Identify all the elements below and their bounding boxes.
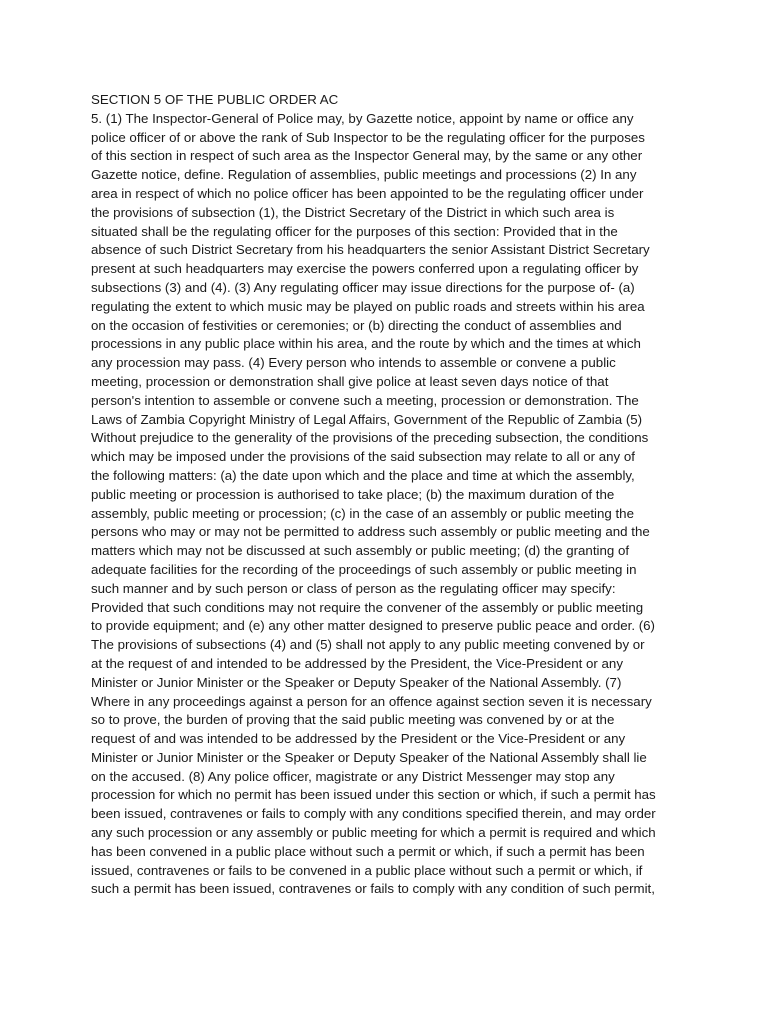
body-line: persons who may or may not be permitted to address such assembly or public meeting and the — [91, 524, 650, 540]
body-line: absence of such District Secretary from his headquarters the senior Assistant District Secretary — [91, 242, 650, 258]
body-line: to provide equipment; and (e) any other matter designed to preserve public peace and order. (6) — [91, 618, 655, 634]
body-line: the following matters: (a) the date upon which and the place and time at which the assembly, — [91, 467, 635, 483]
body-line: procession for which no permit has been issued under this section or which, if such a permit has — [91, 787, 656, 803]
body-line: subsections (3) and (4). (3) Any regulating officer may issue directions for the purpose of- (a) — [91, 279, 635, 295]
body-line: Provided that such conditions may not require the convener of the assembly or public meeting — [91, 599, 644, 615]
body-line: present at such headquarters may exercise the powers conferred upon a regulating officer by — [91, 261, 639, 277]
body-line: 5. (1) The Inspector-General of Police may, by Gazette notice, appoint by name or office any — [91, 110, 634, 126]
body-line: assembly, public meeting or procession; (c) in the case of an assembly or public meeting the — [91, 505, 634, 521]
body-line: Where in any proceedings against a person for an offence against section seven it is necessary — [91, 693, 652, 709]
body-line: processions in any public place within his area, and the route by which and the times at which — [91, 336, 641, 352]
body-line: meeting, procession or demonstration shall give police at least seven days notice of that — [91, 373, 609, 389]
body-line: Laws of Zambia Copyright Ministry of Legal Affairs, Government of the Republic of Zambia (5) — [91, 411, 643, 427]
body-line: any procession may pass. (4) Every person who intends to assemble or convene a public — [91, 355, 616, 371]
body-line: adequate facilities for the recording of the proceedings of such assembly or public meeting in — [91, 561, 637, 577]
body-line: such manner and by such person or class of person as the regulating officer may specify: — [91, 580, 616, 596]
body-line: police officer of or above the rank of Sub Inspector to be the regulating officer for the purposes — [91, 129, 645, 145]
document-body — [91, 110, 683, 899]
body-line: public meeting or procession is authorised to take place; (b) the maximum duration of the — [91, 486, 615, 502]
body-line: issued, contravenes or fails to be convened in a public place without such a permit or which, if — [91, 862, 643, 878]
document-page — [91, 91, 683, 899]
body-line: on the occasion of festivities or ceremonies; or (b) directing the conduct of assemblies and — [91, 317, 622, 333]
body-line: area in respect of which no police officer has been appointed to be the regulating officer under — [91, 185, 644, 201]
body-line: of this section in respect of such area as the Inspector General may, by the same or any other — [91, 148, 643, 164]
body-line: at the request of and intended to be addressed by the President, the Vice-President or any — [91, 655, 623, 671]
body-line: has been convened in a public place without such a permit or which, if such a permit has been — [91, 843, 645, 859]
body-line: Minister or Junior Minister or the Speaker or Deputy Speaker of the National Assembly. (7) — [91, 674, 622, 690]
body-line: so to prove, the burden of proving that the said public meeting was convened by or at the — [91, 712, 615, 728]
body-line: regulating the extent to which music may be played on public roads and streets within his area — [91, 298, 645, 314]
body-line: such a permit has been issued, contravenes or fails to comply with any condition of such permit, — [91, 881, 655, 897]
body-line: any such procession or any assembly or public meeting for which a permit is required and which — [91, 825, 656, 841]
body-line: been issued, contravenes or fails to comply with any conditions specified therein, and may order — [91, 806, 656, 822]
body-line: matters which may not be discussed at such assembly or public meeting; (d) the granting of — [91, 543, 630, 559]
body-line: on the accused. (8) Any police officer, magistrate or any District Messenger may stop any — [91, 768, 615, 784]
body-line: The provisions of subsections (4) and (5) shall not apply to any public meeting convened by or — [91, 637, 645, 653]
body-line: Minister or Junior Minister or the Speaker or Deputy Speaker of the National Assembly shall lie — [91, 749, 647, 765]
body-line: Without prejudice to the generality of the provisions of the preceding subsection, the conditions — [91, 430, 649, 446]
body-line: the provisions of subsection (1), the District Secretary of the District in which such area is — [91, 204, 615, 220]
body-line: person's intention to assemble or convene such a meeting, procession or demonstration. The — [91, 392, 639, 408]
body-line: request of and was intended to be addressed by the President or the Vice-President or any — [91, 731, 626, 747]
document-heading: SECTION 5 OF THE PUBLIC ORDER AC — [91, 92, 339, 107]
body-line: situated shall be the regulating officer for the purposes of this section: Provided that in the — [91, 223, 618, 239]
body-line: Gazette notice, define. Regulation of assemblies, public meetings and processions (2) In any — [91, 167, 637, 183]
body-line: which may be imposed under the provisions of the said subsection may relate to all or any of — [91, 449, 635, 465]
